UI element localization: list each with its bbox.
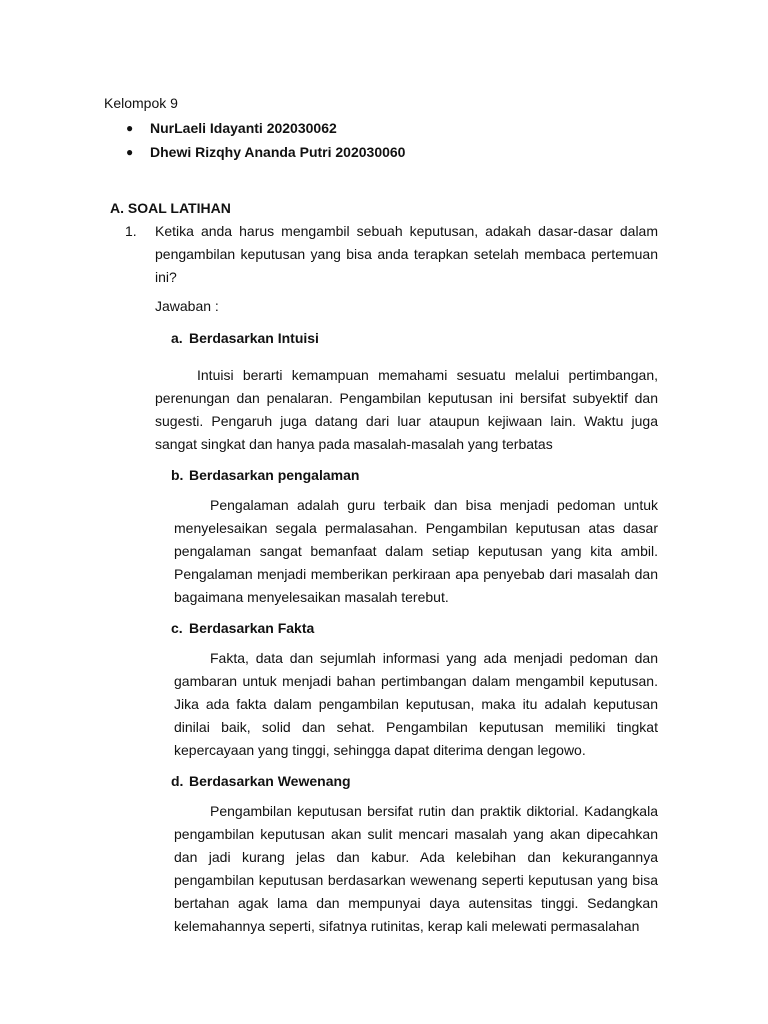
member-item: [126, 116, 405, 140]
answer-heading-text: Berdasarkan pengalaman: [189, 467, 360, 483]
answer-heading-pengalaman: [171, 464, 359, 487]
answer-letter: d.: [171, 773, 184, 789]
member-item: [126, 140, 405, 164]
answer-heading-text: Berdasarkan Fakta: [189, 620, 315, 636]
answer-paragraph-wewenang: Pengambilan keputusan bersifat rutin dan praktik diktorial. Kadangkala pengambilan keputusan akan sulit mencari masalah yang akan dipecahkan dan jadi kurang jelas dan kabur. Ada kelebihan dan kekurangannya pengambilan keputusan berdasarkan wewenang seperti keputusan yang bisa bertahan agak lama dan mempunyai daya autensitas tinggi. Sedangkan kelemahannya seperti, sifatnya rutinitas, kerap kali melewati permasalahan: [174, 803, 658, 934]
answer-letter: a.: [171, 330, 183, 346]
question-number: 1.: [125, 223, 137, 239]
answer-heading-intuisi: [171, 327, 319, 350]
question-text: Ketika anda harus mengambil sebuah keputusan, adakah dasar-dasar dalam pengambilan keputusan yang bisa anda terapkan setelah membaca pertemuan ini?: [155, 223, 658, 285]
bullet-icon: ●: [126, 145, 134, 159]
answer-heading-fakta: [171, 617, 314, 640]
section-title: A. SOAL LATIHAN: [110, 200, 231, 216]
answer-paragraph-intuisi: Intuisi berarti kemampuan memahami sesuatu melalui pertimbangan, perenungan dan penalaran. Pengambilan keputusan ini bersifat subyektif dan sugesti. Pengaruh juga datang dari luar ataupun kejiwaan lain. Waktu juga sangat singkat dan hanya pada masalah-masalah yang terbatas: [155, 367, 658, 452]
member-list: [126, 116, 405, 164]
answer-paragraph-fakta: Fakta, data dan sejumlah informasi yang ada menjadi pedoman dan gambaran untuk menjadi bahan pertimbangan dalam mengambil keputusan. Jika ada fakta dalam pengambilan keputusan, maka itu adalah keputusan dinilai baik, solid dan sehat. Pengambilan keputusan memiliki tingkat kepercayaan yang tinggi, sehingga dapat diterima dengan legowo.: [174, 650, 658, 758]
answer-letter: b.: [171, 467, 184, 483]
bullet-icon: ●: [126, 121, 134, 135]
member-name: Dhewi Rizqhy Ananda Putri 202030060: [150, 144, 406, 160]
answer-heading-text: Berdasarkan Intuisi: [189, 330, 319, 346]
answer-letter: c.: [171, 620, 183, 636]
group-label: Kelompok 9: [104, 95, 178, 111]
answer-heading-wewenang: [171, 770, 351, 793]
answer-label: Jawaban :: [155, 298, 219, 314]
answer-paragraph-pengalaman: Pengalaman adalah guru terbaik dan bisa menjadi pedoman untuk menyelesaikan segala permalasahan. Pengambilan keputusan atas dasar pengalaman sangat bemanfaat dalam setiap keputusan yang kita ambil. Pengalaman menjadi memberikan perkiraan apa penyebab dari masalah dan bagaimana menyelesaikan masalah terebut.: [174, 497, 658, 605]
member-name: NurLaeli Idayanti 202030062: [150, 120, 337, 136]
answer-heading-text: Berdasarkan Wewenang: [189, 773, 351, 789]
